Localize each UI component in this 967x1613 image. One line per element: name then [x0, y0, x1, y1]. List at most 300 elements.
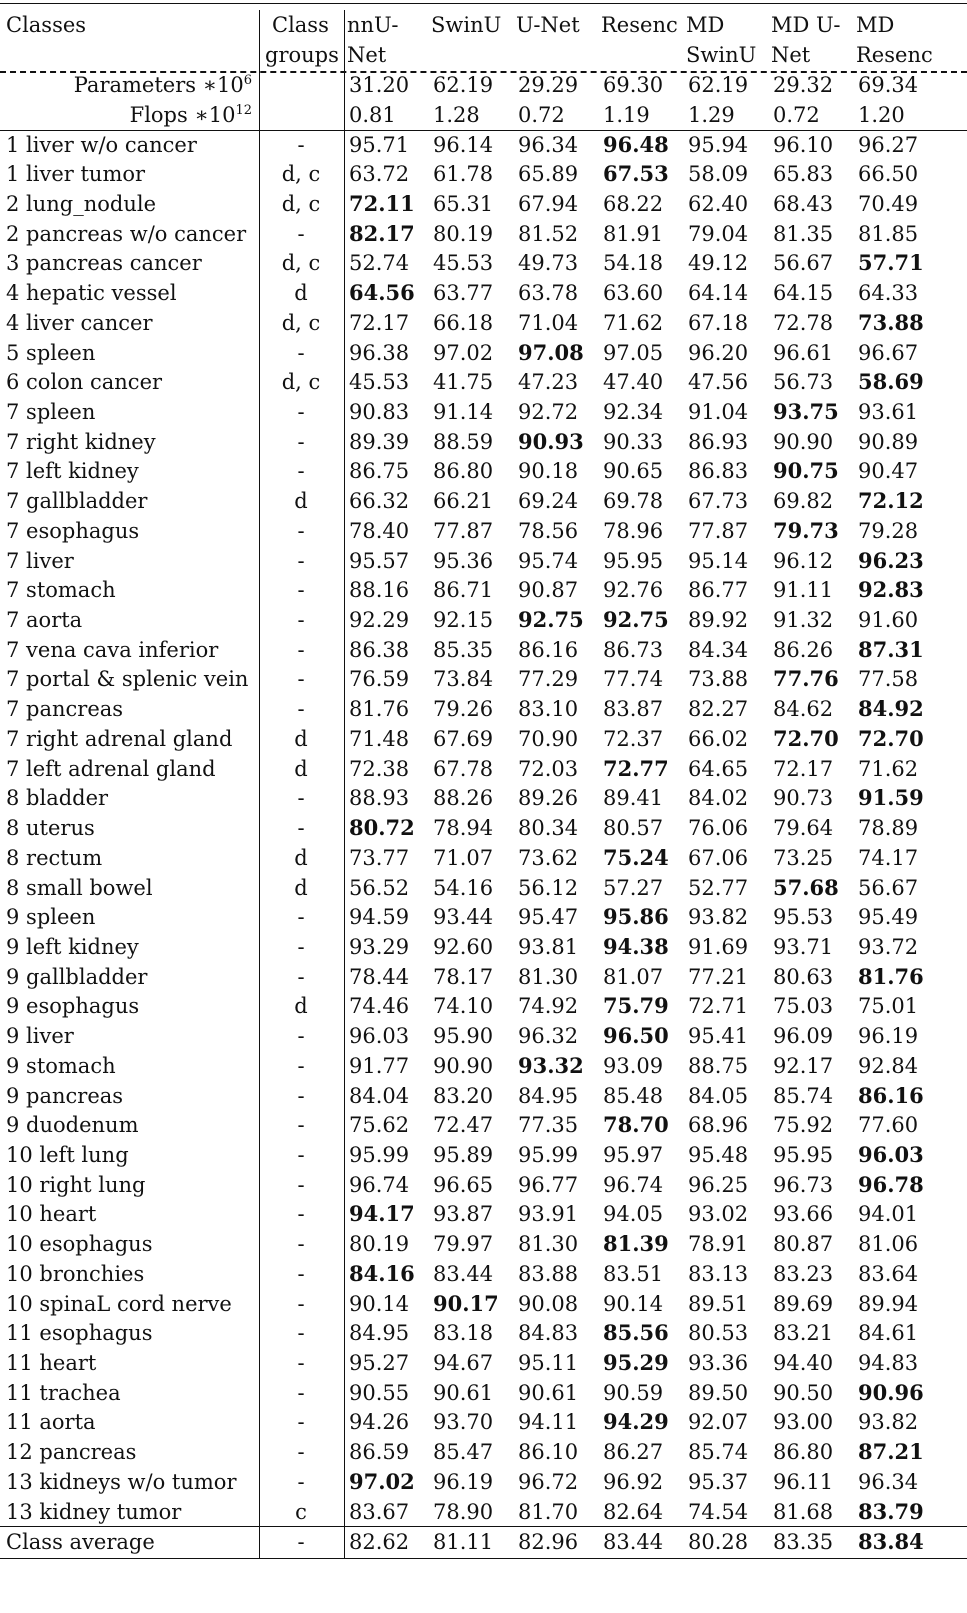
dice-score: 56.67: [773, 251, 834, 276]
dice-score: 73.84: [433, 667, 494, 692]
dice-score: 58.09: [688, 162, 749, 187]
dice-score: 90.55: [349, 1380, 410, 1405]
class-group: -: [297, 459, 305, 484]
dice-score: 93.72: [858, 934, 919, 959]
dice-score: 71.04: [518, 310, 579, 335]
class-group: d: [294, 994, 308, 1019]
dice-score: 96.23: [858, 547, 924, 573]
dice-score: 76.06: [688, 816, 749, 841]
dice-score: 97.05: [603, 340, 664, 365]
dice-score: 78.56: [518, 518, 579, 543]
meta-value: 69.30: [603, 73, 664, 97]
dice-score: 89.94: [858, 1291, 919, 1316]
class-name: 7 right kidney: [6, 429, 156, 454]
dice-score: 93.75: [773, 398, 839, 424]
dice-score: 86.83: [688, 459, 749, 484]
dice-score: 93.66: [773, 1202, 834, 1227]
class-group: -: [297, 637, 305, 662]
dice-score: 84.16: [349, 1260, 415, 1286]
meta-value: 1.19: [603, 102, 650, 127]
dice-score: 90.90: [773, 429, 834, 454]
dice-score: 96.78: [858, 1171, 924, 1197]
dice-score: 92.34: [603, 399, 664, 424]
dice-score: 78.96: [603, 518, 664, 543]
dice-score: 92.29: [349, 608, 410, 633]
class-group: -: [297, 1469, 305, 1494]
dice-score: 80.19: [433, 221, 494, 246]
table-row: [0, 813, 967, 844]
group-column-rule: [259, 10, 260, 1558]
dice-score: 85.56: [603, 1320, 669, 1346]
dice-score: 87.31: [858, 636, 924, 662]
dice-score: 80.57: [603, 816, 664, 841]
dice-score: 81.30: [518, 964, 579, 989]
dice-score: 93.29: [349, 934, 410, 959]
dice-score: 88.26: [433, 786, 494, 811]
dice-score: 64.15: [773, 281, 834, 306]
average-rule: [0, 1526, 967, 1527]
class-group: -: [297, 1321, 305, 1346]
dice-score: 92.72: [518, 399, 579, 424]
dice-score: 83.64: [858, 1261, 919, 1286]
dice-score: 97.02: [433, 340, 494, 365]
dice-score: 75.24: [603, 844, 669, 870]
header-model-1-line1: SwinU: [431, 13, 502, 37]
dice-score: 81.70: [518, 1499, 579, 1524]
class-group: -: [297, 1380, 305, 1405]
class-name: 3 pancreas cancer: [6, 251, 202, 276]
class-name: 10 bronchies: [6, 1261, 145, 1286]
table-row: [0, 219, 967, 250]
dice-score: 54.18: [603, 251, 664, 276]
dice-score: 69.78: [603, 489, 664, 514]
dice-score: 86.16: [518, 637, 579, 662]
dice-score: 93.02: [688, 1202, 749, 1227]
dice-score: 83.51: [603, 1261, 664, 1286]
dice-score: 67.18: [688, 310, 749, 335]
dice-score: 90.75: [773, 458, 839, 484]
dice-score: 45.53: [349, 370, 410, 395]
dice-score: 96.72: [518, 1469, 579, 1494]
dice-score: 96.65: [433, 1172, 494, 1197]
meta-value: 0.72: [773, 102, 820, 127]
dice-score: 75.79: [603, 993, 669, 1019]
dice-score: 79.28: [858, 518, 919, 543]
dice-score: 96.34: [858, 1469, 919, 1494]
class-name: 2 pancreas w/o cancer: [6, 221, 247, 246]
dice-score: 56.12: [518, 875, 579, 900]
dice-score: 67.69: [433, 726, 494, 751]
dice-score: 56.67: [858, 875, 919, 900]
class-name: 7 left adrenal gland: [6, 756, 216, 781]
dice-score: 64.56: [349, 280, 415, 306]
dice-score: 87.21: [858, 1439, 924, 1465]
table-row: [0, 1348, 967, 1379]
dice-score: 93.87: [433, 1202, 494, 1227]
dice-score: 93.91: [518, 1202, 579, 1227]
dice-score: 95.27: [349, 1351, 410, 1376]
header-classes: Classes: [6, 13, 87, 37]
header-model-4-line2: SwinU: [686, 43, 757, 67]
table-row: [0, 754, 967, 785]
meta-rule: [0, 130, 967, 131]
dice-score: 47.56: [688, 370, 749, 395]
class-group: d, c: [281, 310, 321, 335]
dice-score: 84.95: [518, 1083, 579, 1108]
class-group: -: [297, 934, 305, 959]
dice-score: 92.17: [773, 1053, 834, 1078]
dice-score: 90.83: [349, 399, 410, 424]
dice-score: 78.94: [433, 816, 494, 841]
dice-score: 93.61: [858, 399, 919, 424]
dice-score: 89.69: [773, 1291, 834, 1316]
table-row: [0, 724, 967, 755]
meta-row: [0, 100, 967, 131]
class-group: -: [297, 1142, 305, 1167]
dice-score: 86.27: [603, 1440, 664, 1465]
dice-score: 57.68: [773, 874, 839, 900]
dice-score: 77.21: [688, 964, 749, 989]
class-name: 9 spleen: [6, 905, 96, 930]
dice-score: 67.78: [433, 756, 494, 781]
dice-score: 93.36: [688, 1351, 749, 1376]
table-row: [0, 427, 967, 458]
dice-score: 82.62: [349, 1530, 410, 1555]
dice-score: 95.11: [518, 1351, 579, 1376]
dice-score: 81.91: [603, 221, 664, 246]
meta-label-text: Parameters ∗10: [73, 73, 244, 97]
dice-score: 91.11: [773, 578, 834, 603]
class-name: 10 esophagus: [6, 1232, 153, 1257]
dice-score: 91.14: [433, 399, 494, 424]
dice-score: 54.16: [433, 875, 494, 900]
class-group: c: [295, 1499, 307, 1524]
dice-score: 72.17: [773, 756, 834, 781]
meta-label: [130, 100, 252, 131]
dice-score: 84.04: [349, 1083, 410, 1108]
top-rule: [0, 3, 967, 4]
dice-score: 95.41: [688, 1024, 749, 1049]
dice-score: 72.38: [349, 756, 410, 781]
dice-score: 92.15: [433, 608, 494, 633]
dice-score: 91.60: [858, 608, 919, 633]
dice-score: 90.14: [349, 1291, 410, 1316]
class-name: 7 left kidney: [6, 459, 139, 484]
dice-score: 66.50: [858, 162, 919, 187]
dice-score: 67.94: [518, 191, 579, 216]
dice-score: 72.71: [688, 994, 749, 1019]
class-name: 8 bladder: [6, 786, 109, 811]
class-name: 9 esophagus: [6, 994, 140, 1019]
dice-score: 88.93: [349, 786, 410, 811]
dice-score: 90.61: [518, 1380, 579, 1405]
dice-score: 86.80: [773, 1440, 834, 1465]
dice-score: 95.86: [603, 904, 669, 930]
dice-score: 72.37: [603, 726, 664, 751]
table-row: [0, 397, 967, 428]
dice-score: 96.32: [518, 1024, 579, 1049]
class-name: 1 liver w/o cancer: [6, 132, 197, 157]
dice-score: 77.87: [688, 518, 749, 543]
class-group: -: [297, 697, 305, 722]
dice-score: 72.70: [858, 725, 924, 751]
meta-value: 62.19: [688, 73, 749, 97]
dice-score: 92.84: [858, 1053, 919, 1078]
class-name: 9 duodenum: [6, 1113, 139, 1138]
dice-score: 92.76: [603, 578, 664, 603]
dice-score: 57.71: [858, 250, 924, 276]
dice-score: 78.91: [688, 1232, 749, 1257]
class-group: -: [297, 1440, 305, 1465]
dice-score: 96.03: [349, 1024, 410, 1049]
dice-score: 89.26: [518, 786, 579, 811]
dice-score: 96.25: [688, 1172, 749, 1197]
table-row: [0, 1437, 967, 1468]
dice-score: 96.38: [349, 340, 410, 365]
class-name: 4 hepatic vessel: [6, 281, 177, 306]
class-group: d: [294, 281, 308, 306]
class-name: 5 spleen: [6, 340, 96, 365]
dice-score: 56.52: [349, 875, 410, 900]
dice-score: 96.19: [433, 1469, 494, 1494]
class-group: -: [297, 1291, 305, 1316]
dice-score: 92.07: [688, 1410, 749, 1435]
dice-score: 90.90: [433, 1053, 494, 1078]
dice-score: 86.93: [688, 429, 749, 454]
dice-score: 96.73: [773, 1172, 834, 1197]
dice-score: 90.08: [518, 1291, 579, 1316]
dice-score: 71.07: [433, 845, 494, 870]
dice-score: 83.23: [773, 1261, 834, 1286]
table-row: [0, 308, 967, 339]
dice-score: 78.90: [433, 1499, 494, 1524]
table-row: [0, 932, 967, 963]
dice-score: 45.53: [433, 251, 494, 276]
class-name: 9 gallbladder: [6, 964, 148, 989]
dice-score: 88.75: [688, 1053, 749, 1078]
dice-score: 66.32: [349, 489, 410, 514]
dice-score: 78.17: [433, 964, 494, 989]
dice-score: 81.06: [858, 1232, 919, 1257]
dice-score: 96.50: [603, 1023, 669, 1049]
average-row: [0, 1527, 967, 1558]
class-group: -: [297, 667, 305, 692]
meta-value: 29.29: [518, 73, 579, 97]
table-row: [0, 1289, 967, 1320]
dice-score: 72.17: [349, 310, 410, 335]
table-row: [0, 1110, 967, 1141]
dice-score: 77.35: [518, 1113, 579, 1138]
table-row: [0, 1467, 967, 1498]
dice-score: 68.22: [603, 191, 664, 216]
table-row: [0, 1081, 967, 1112]
dice-score: 95.47: [518, 905, 579, 930]
dice-score: 81.30: [518, 1232, 579, 1257]
dice-score: 95.95: [603, 548, 664, 573]
dice-score: 93.82: [688, 905, 749, 930]
dice-score: 69.24: [518, 489, 579, 514]
dice-score: 72.70: [773, 725, 839, 751]
dice-score: 81.85: [858, 221, 919, 246]
dice-score: 93.82: [858, 1410, 919, 1435]
dice-score: 85.48: [603, 1083, 664, 1108]
table-row: [0, 338, 967, 369]
dice-score: 94.01: [858, 1202, 919, 1227]
class-name: Class average: [6, 1530, 155, 1555]
class-name: 11 aorta: [6, 1410, 96, 1435]
dice-score: 93.71: [773, 934, 834, 959]
dice-score: 83.20: [433, 1083, 494, 1108]
class-group: d: [294, 875, 308, 900]
dice-score: 83.84: [858, 1529, 924, 1555]
dice-score: 95.36: [433, 548, 494, 573]
dice-score: 92.83: [858, 577, 924, 603]
dice-score: 96.74: [349, 1172, 410, 1197]
dice-score: 63.60: [603, 281, 664, 306]
table-row: [0, 694, 967, 725]
class-group: -: [297, 399, 305, 424]
dice-score: 74.54: [688, 1499, 749, 1524]
table-row: [0, 664, 967, 695]
table-row: [0, 991, 967, 1022]
class-group: d, c: [281, 191, 321, 216]
class-name: 11 esophagus: [6, 1321, 153, 1346]
table-row: [0, 130, 967, 161]
class-group: -: [297, 518, 305, 543]
dice-score: 78.44: [349, 964, 410, 989]
dice-score: 89.92: [688, 608, 749, 633]
dice-score: 91.69: [688, 934, 749, 959]
bottom-rule: [0, 1558, 967, 1559]
dice-score: 90.65: [603, 459, 664, 484]
dice-score: 83.44: [603, 1530, 664, 1555]
dice-score: 95.48: [688, 1142, 749, 1167]
class-group: d: [294, 726, 308, 751]
dice-score: 93.81: [518, 934, 579, 959]
dice-score: 95.95: [773, 1142, 834, 1167]
table-row: [0, 575, 967, 606]
dice-score: 79.04: [688, 221, 749, 246]
class-group: -: [297, 1113, 305, 1138]
dice-score: 80.72: [349, 815, 415, 841]
dice-score: 80.63: [773, 964, 834, 989]
dice-score: 81.35: [773, 221, 834, 246]
dice-score: 81.07: [603, 964, 664, 989]
dice-score: 68.43: [773, 191, 834, 216]
class-group: d, c: [281, 251, 321, 276]
class-group: -: [297, 1530, 305, 1555]
dice-score: 81.76: [349, 697, 410, 722]
dice-score: 94.59: [349, 905, 410, 930]
dice-score: 83.35: [773, 1530, 834, 1555]
class-name: 8 small bowel: [6, 875, 153, 900]
dice-score: 83.88: [518, 1261, 579, 1286]
value-column-rule: [344, 10, 345, 1558]
class-group: -: [297, 578, 305, 603]
class-name: 10 left lung: [6, 1142, 129, 1167]
class-name: 7 aorta: [6, 608, 83, 633]
dice-score: 94.05: [603, 1202, 664, 1227]
meta-label: [74, 70, 252, 101]
table-row: [0, 962, 967, 993]
dice-score: 95.53: [773, 905, 834, 930]
dice-score: 95.97: [603, 1142, 664, 1167]
dice-score: 93.09: [603, 1053, 664, 1078]
table-row: [0, 486, 967, 517]
dice-score: 52.77: [688, 875, 749, 900]
table-row: [0, 873, 967, 904]
class-name: 1 liver tumor: [6, 162, 146, 187]
class-name: 2 lung_nodule: [6, 191, 157, 216]
dice-score: 90.18: [518, 459, 579, 484]
table-row: [0, 1497, 967, 1528]
dice-score: 95.37: [688, 1469, 749, 1494]
class-name: 10 spinaL cord nerve: [6, 1291, 232, 1316]
meta-value: 1.29: [688, 102, 735, 127]
meta-row: [0, 70, 967, 101]
dice-score: 91.77: [349, 1053, 410, 1078]
table-row: [0, 1199, 967, 1230]
dice-score: 96.92: [603, 1469, 664, 1494]
dice-score: 89.41: [603, 786, 664, 811]
dice-score: 84.34: [688, 637, 749, 662]
dice-score: 83.87: [603, 697, 664, 722]
dice-score: 66.18: [433, 310, 494, 335]
dice-score: 47.23: [518, 370, 579, 395]
dice-score: 86.80: [433, 459, 494, 484]
dice-score: 83.10: [518, 697, 579, 722]
class-group: -: [297, 548, 305, 573]
dice-score: 96.20: [688, 340, 749, 365]
class-group: -: [297, 132, 305, 157]
class-name: 7 esophagus: [6, 518, 140, 543]
table-row: [0, 1378, 967, 1409]
table-row: [0, 1229, 967, 1260]
dice-score: 94.29: [603, 1409, 669, 1435]
dice-score: 67.73: [688, 489, 749, 514]
dice-score: 90.89: [858, 429, 919, 454]
dice-score: 71.62: [858, 756, 919, 781]
dice-score: 85.74: [688, 1440, 749, 1465]
header-model-6-line1: MD: [856, 13, 895, 37]
dice-score: 79.97: [433, 1232, 494, 1257]
meta-value: 69.34: [858, 73, 919, 97]
dice-score: 75.92: [773, 1113, 834, 1138]
dice-score: 86.16: [858, 1082, 924, 1108]
class-name: 13 kidneys w/o tumor: [6, 1469, 237, 1494]
dice-score: 96.77: [518, 1172, 579, 1197]
table-row: [0, 278, 967, 309]
meta-value: 1.20: [858, 102, 905, 127]
dice-score: 82.96: [518, 1530, 579, 1555]
header-model-6-line2: Resenc: [856, 43, 933, 67]
dice-score: 94.40: [773, 1351, 834, 1376]
class-group: d, c: [281, 162, 321, 187]
class-name: 9 pancreas: [6, 1083, 124, 1108]
header-model-0-line1: nnU-: [347, 13, 399, 37]
dice-score: 75.62: [349, 1113, 410, 1138]
meta-value: 31.20: [349, 73, 410, 97]
dice-score: 86.71: [433, 578, 494, 603]
table-row: [0, 902, 967, 933]
dice-score: 81.76: [858, 963, 924, 989]
table-row: [0, 1318, 967, 1349]
dice-score: 83.79: [858, 1498, 924, 1524]
dice-score: 97.08: [518, 339, 584, 365]
dice-score: 92.75: [603, 607, 669, 633]
dice-score: 85.47: [433, 1440, 494, 1465]
class-group: -: [297, 340, 305, 365]
